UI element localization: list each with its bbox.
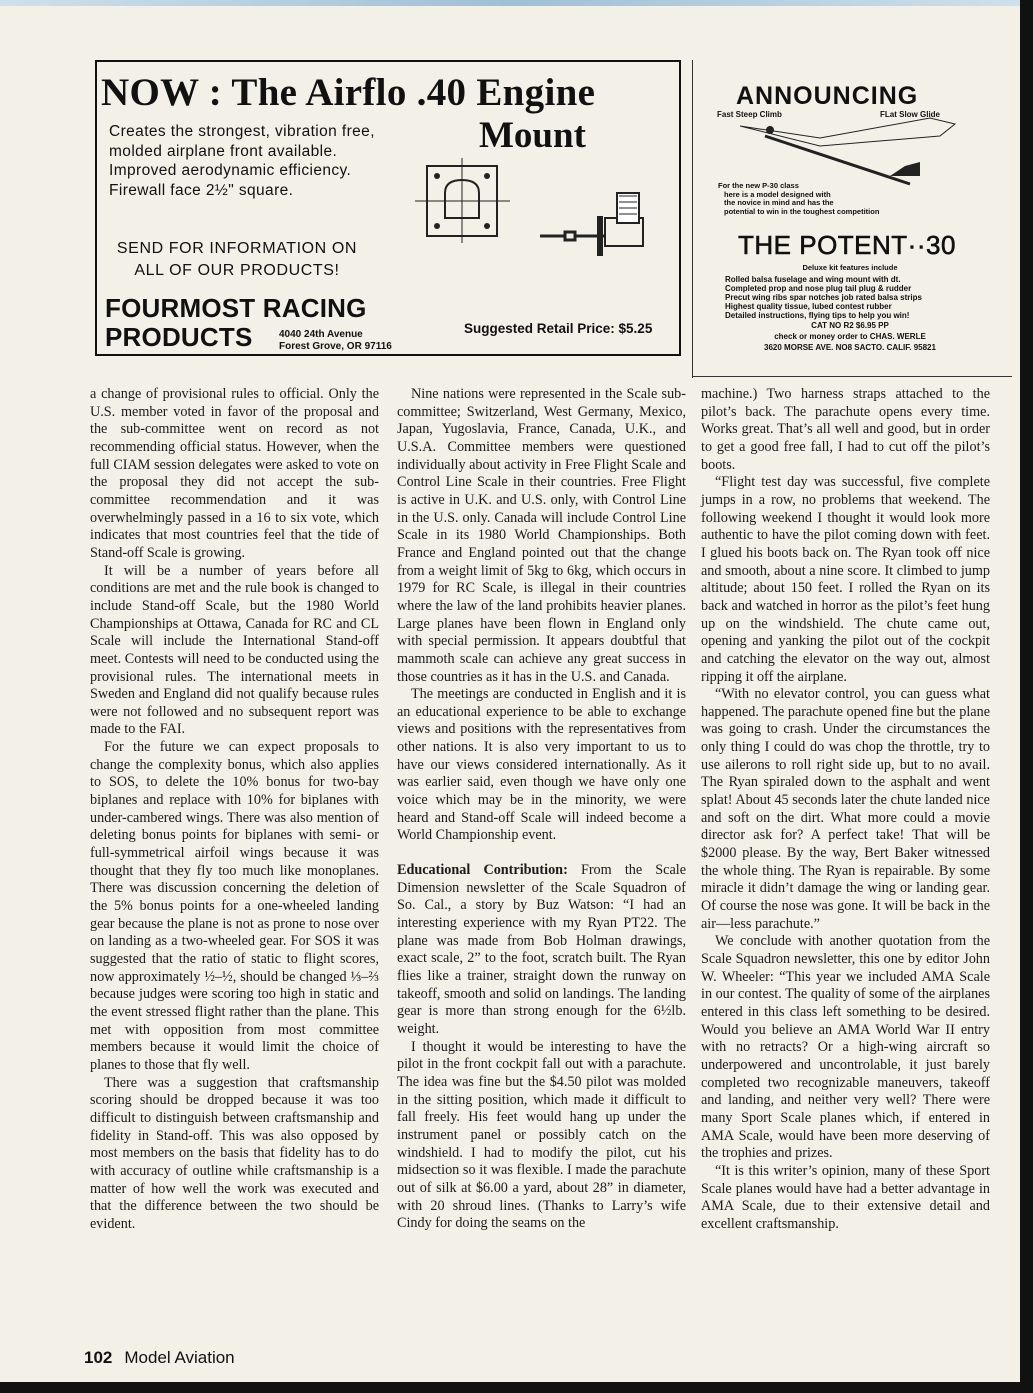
paragraph: For the future we can expect proposals to change the complexity bonus, which also applies to SOS, to delete the 10% bonus for two-bay biplanes and replace with 10% for biplanes with under-cambered wings. There was also mention of deleting bonus points for biplanes with semi- or full-symmetrical airfoil wings because it was thought that they fly too much like monoplanes. There was discussion concerning the deletion of the 5% bonus points for a one-wheeled landing gear because the plane is not as prone to nose over on landing as a two-wheeled gear. For SOS it was suggested that the ratio of static to flight scores, now approximately ½–½, should be changed ⅓–⅔ because judges were scoring too high in static and the event stressed flight rather than the plane. This met with opposition from most committee members because it would limit the choice of planes to those that fly well. bbox=[90, 739, 379, 1073]
ad-divider bbox=[692, 376, 1012, 377]
ad-headline-2: Mount bbox=[479, 115, 586, 156]
order-address: 3620 MORSE AVE. NO8 SACTO. CALIF. 95821 bbox=[764, 343, 936, 352]
ad-announcing: ANNOUNCING bbox=[736, 82, 919, 110]
paragraph: Nine nations were represented in the Scale sub-committee; Switzerland, West Germany, Mexico, Japan, Yugoslavia, France, Canada, U.K., and U.S.A. Committee members were questioned individually about activity in Free Flight Scale and Control Line Scale in their countries. Free Flight is active in U.K. and U.S. only, with Control Line in the U.S. only. Canada will include Control Line Scale in its 1980 World Championships. Both France and England pointed out that the change from a weight limit of 5kg to 6kg, which occurs in 1979 for RC Scale, is illegal in their countries where the law of the land prohibits heavier planes. Large planes have been flown in England only with special permission. It appears doubtful that mammoth scale can achieve any great success in those countries as it has in the U.S. and Canada. bbox=[397, 386, 686, 685]
feature-item: Rolled balsa fuselage and wing mount with dt. bbox=[725, 275, 901, 284]
page-footer bbox=[84, 1348, 235, 1368]
ad-intro bbox=[718, 182, 978, 216]
paragraph: machine.) Two harness straps attached to the pilot’s back. The parachute opens every time. Works great. That’s all well and good, but in order to get a good free fall, I had to cut off the pilot’s boots. bbox=[701, 386, 990, 473]
tag-right: FLat Slow Glide bbox=[880, 110, 941, 119]
ad-send-info: SEND FOR INFORMATION ON ALL OF OUR PRODUCTS! bbox=[116, 240, 358, 279]
magazine-name: Model Aviation bbox=[124, 1348, 235, 1367]
brand-line-2: PRODUCTS bbox=[105, 322, 253, 352]
catalog-price: CAT NO R2 $6.95 PP bbox=[811, 321, 889, 330]
scan-edge bbox=[0, 0, 1020, 6]
engine-mount-illustration bbox=[415, 158, 655, 278]
paragraph: We conclude with another quotation from the Scale Squadron newsletter, this one by editor John W. Wheeler: “This year we included AMA Scale in our contest. The quality of some of the airplanes entered in this class left something to be desired. Would you believe an AMA World War II entry with no retracts? Or a high-wing aircraft so underpowered and uncontrolable, it just barely completed two recognizable maneuvers, takeoff and landing, and neither very well? There were many Sport Scale planes which, if entered in AMA Scale, would have been more deserving of the trophies and prizes. bbox=[701, 933, 990, 1162]
features-list bbox=[725, 275, 922, 320]
ad-address bbox=[279, 329, 392, 353]
column-divider bbox=[692, 60, 693, 378]
paragraph: “It is this writer’s opinion, many of these Sport Scale planes would have had a better advantage in AMA Scale, due to their extensive detail and excellent craftsmanship. bbox=[701, 1162, 990, 1232]
ad-description: Creates the strongest, vibration free, molded airplane front available. Improved aerodynamic efficiency. Firewall face 2½" square. bbox=[109, 123, 375, 199]
airflo-engine-mount-ad bbox=[95, 60, 681, 356]
paragraph: There was a suggestion that craftsmanship scoring should be dropped because it was too difficult to distinguish between craftsmanship and fidelity in Stand-off. This was also opposed by most members on the basis that fidelity has to do with accuracy of outline while craftsmanship is a matter of how well the work was executed and that the difference between the two should be evident. bbox=[90, 1074, 379, 1232]
page-number: 102 bbox=[84, 1348, 113, 1367]
features-heading: Deluxe kit features include bbox=[802, 263, 898, 272]
paragraph: It will be a number of years before all conditions are met and the rule book is changed to include Stand-off Scale, but the 1980 World Championships at Ottawa, Canada for RC and CL Scale will include the International Stand-off meet. Contests will need to be conducted using the provisional rules. The international meets in Sweden and England did not qualify because rules were not followed and no subsequent report was made to the FAI. bbox=[90, 562, 379, 738]
order-info bbox=[700, 320, 1000, 353]
intro-line: potential to win in the toughest competition bbox=[724, 206, 880, 216]
intro-line: here is a model designed with bbox=[724, 189, 831, 199]
intro-line: the novice in mind and has the bbox=[724, 198, 834, 207]
potent-30-ad bbox=[700, 80, 1000, 360]
feature-item: Highest quality tissue, lubed contest rubber bbox=[725, 302, 892, 311]
feature-item: Detailed instructions, flying tips to help you win! bbox=[725, 311, 910, 320]
paragraph: The meetings are conducted in English and it is an educational experience to be able to exchange views and positions with the representatives from other nations. It is also very important to us to have our views considered internationally. As it was earlier said, even though we have only one voice which may be in the minority, we were heard and Stand-off Scale will indeed become a World Championship event. bbox=[397, 686, 686, 844]
paragraph-text: From the Scale Dimension newsletter of the Scale Squadron of So. Cal., a story by Buz Watson: “I had an interesting experience with my Ryan PT22. The plane was made from Bob Holman drawings, exact scale, 2” to the foot, scratch built. The Ryan flies like a trainer, straight down the runway on takeoff, smooth and solid on landings. The landing gear is more than strong enough for the 6½lb. weight. bbox=[397, 862, 686, 1037]
paragraph: a change of provisional rules to official. Only the U.S. member voted in favor of the proposal and the sub-committee went on record as not recommending official status. However, when the full CIAM session delegates were asked to vote on the proposal they did not accept the sub-committee recommendation and it was overwhelmingly passed in a 16 to six vote, which indicates that most countries feel that the tide of Stand-off Scale is growing. bbox=[90, 386, 379, 561]
paragraph bbox=[397, 862, 686, 1039]
order-line: check or money order to CHAS. WERLE bbox=[774, 332, 926, 341]
glider-illustration bbox=[740, 116, 970, 186]
article-column-3 bbox=[701, 386, 990, 1234]
feature-item: Completed prop and nose plug tail plug & rudder bbox=[725, 284, 912, 293]
paragraph: “Flight test day was successful, five complete jumps in a row, no problems that weekend. The following weekend I thought it would look more authentic to have the pilot coming down with feet. I glued his boots back on. The Ryan took off nice and smooth, about a nine score. It climbed to jump altitude; about 150 feet. I rolled the Ryan on its back and watched in horror as the pilot’s feet hung up on the windshield. The chute came out, opening and yanking the pilot out of the cockpit and catching the elevator on the way out, almost ripping it off the airplane. bbox=[701, 474, 990, 685]
paragraph: “With no elevator control, you can guess what happened. The parachute opened fine but the plane was going to crash. Under the circumstances the only thing I could do was chop the throttle, try to use ailerons to roll right side up, but to no avail. The Ryan spiraled down to the asphalt and went splat! About 45 seconds later the chute landed nice and soft on the dirt. What more could a movie director ask for? A perfect take! That will be $2000 please. By the way, Bert Baker witnessed the whole thing. The Ryan is repairable. By some miracle it didn’t damage the wing or landing gear. Of course the nose was gone. It will be back in the air—less parachute.” bbox=[701, 686, 990, 932]
brand-line-1: FOURMOST RACING bbox=[105, 293, 367, 323]
tag-left: Fast Steep Climb bbox=[717, 110, 782, 119]
product-title: THE POTENT··30 bbox=[738, 230, 956, 260]
ad-headline: NOW : The Airflo .40 Engine bbox=[101, 71, 596, 114]
paragraph: I thought it would be interesting to have the pilot in the front cockpit fall out with a parachute. The idea was fine but the $4.50 pilot was molded in the sitting position, which made it difficult to fall freely. His feet would hang up under the instrument panel or possibly catch on the windshield. I had to modify the pilot, cut his midsection so it was flexible. I made the parachute out of silk at $6.00 a yard, about 28” in diameter, with 20 shroud lines. (Thanks to Larry’s wife Cindy for doing the seams on the bbox=[397, 1038, 686, 1232]
address-line-2: Forest Grove, OR 97116 bbox=[279, 341, 392, 352]
intro-line: For the new P-30 class bbox=[718, 181, 799, 190]
article-column-1 bbox=[90, 386, 379, 1234]
subhead: Educational Contribution: bbox=[397, 862, 568, 879]
article-column-2 bbox=[397, 386, 686, 1233]
feature-item: Precut wing ribs spar notches job rated balsa strips bbox=[725, 293, 922, 302]
address-line-1: 4040 24th Avenue bbox=[279, 329, 363, 340]
ad-price: Suggested Retail Price: $5.25 bbox=[464, 321, 653, 336]
